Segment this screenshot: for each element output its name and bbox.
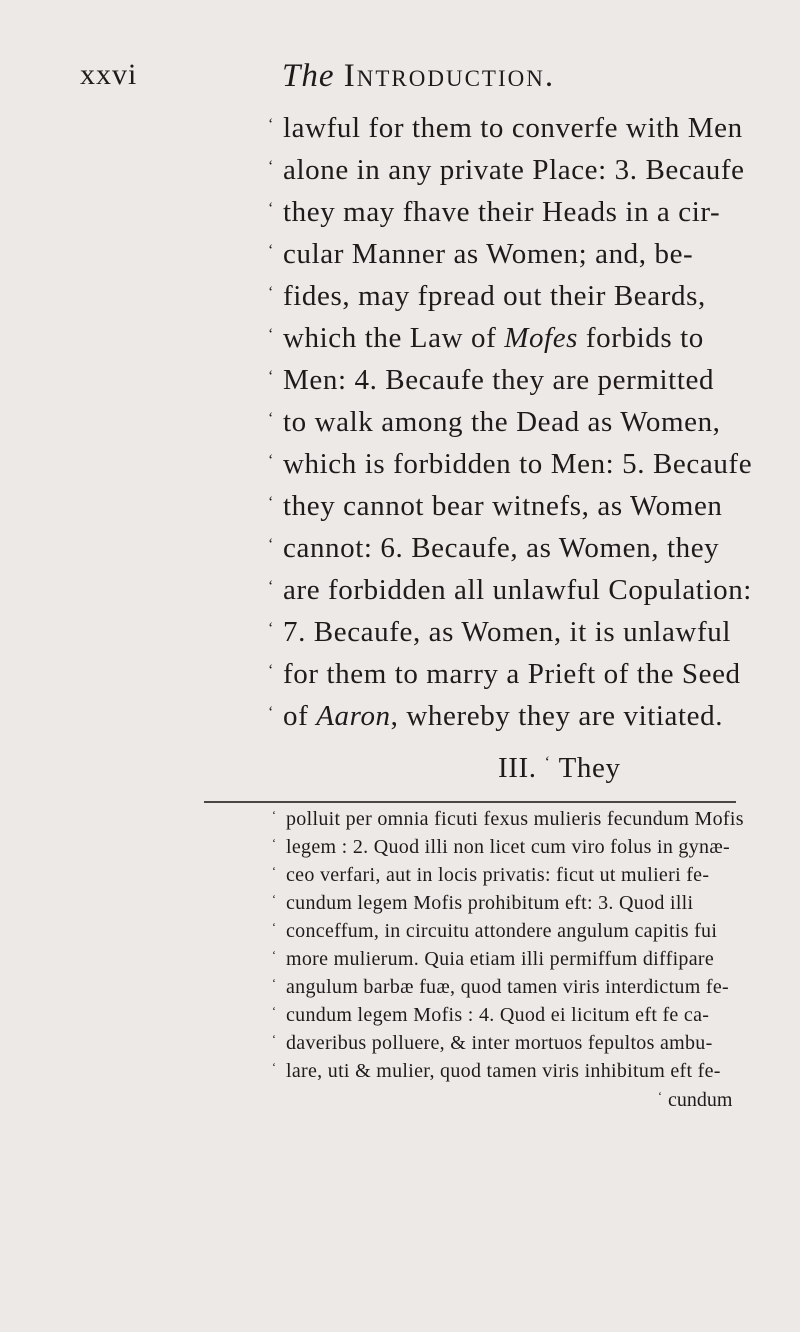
line-text-roman: to walk among the Dead as Women, (283, 406, 721, 438)
line-text-roman: cannot: 6. Becaufe, as Women, they (283, 532, 720, 564)
text-line (0, 322, 800, 366)
line-text-roman: of (283, 700, 317, 732)
quote-mark: ‘ (268, 494, 274, 511)
line-text-roman: alone in any private Place: 3. Becaufe (283, 154, 745, 186)
line-text-roman: they may fhave their Heads in a cir- (283, 196, 721, 228)
quote-mark: ‘ (268, 620, 274, 637)
line-text-roman: 7. Becaufe, as Women, it is unlawful (283, 616, 731, 648)
quote-mark: ‘ (272, 864, 276, 878)
running-head (282, 58, 555, 95)
footnote-line (0, 948, 800, 974)
running-head-title: Introduction. (343, 58, 556, 94)
quote-mark: ‘ (268, 410, 274, 427)
text-line (0, 112, 800, 156)
footnote-catchword (658, 1089, 732, 1112)
line-text (283, 322, 704, 355)
footnote-line (0, 836, 800, 862)
footnote-line (0, 1032, 800, 1058)
page-header (0, 58, 800, 108)
quote-mark: ‘ (272, 1032, 276, 1046)
footnote-line (0, 920, 800, 946)
section-numeral: III. (498, 752, 537, 784)
quote-mark: ‘ (272, 808, 276, 822)
footnote-line-text: polluit per omnia ficuti fexus mulieris fecundum Mofis (286, 808, 744, 830)
line-text (283, 280, 706, 313)
footnote-line-text: angulum barbæ fuæ, quod tamen viris interdictum fe- (286, 976, 729, 998)
line-text-roman: cular Manner as Women; and, be- (283, 238, 694, 270)
line-text-roman: , whereby they are vitiated. (390, 700, 724, 732)
line-text (283, 238, 693, 271)
line-text-roman: they cannot bear witnefs, as Women (283, 490, 723, 522)
line-text (283, 574, 752, 607)
footnote-line (0, 864, 800, 890)
line-text-italic: Aaron (316, 700, 391, 732)
footnote-line-text: daveribus polluere, & inter mortuos fepultos ambu- (286, 1032, 713, 1054)
text-line (0, 406, 800, 450)
quote-mark: ‘ (268, 326, 274, 343)
quote-mark: ‘ (272, 1060, 276, 1074)
quote-mark: ‘ (268, 200, 274, 217)
line-text-italic: Mofes (504, 322, 579, 354)
quote-mark: ‘ (272, 920, 276, 934)
footnote-line-text: cundum legem Mofis prohibitum eft: 3. Quod illi (286, 892, 694, 914)
text-line (0, 154, 800, 198)
line-text-roman: are forbidden all unlawful Copulation: (283, 574, 752, 606)
quote-mark: ‘ (272, 976, 276, 990)
footnote-line-text: conceffum, in circuitu attondere angulum capitis fui (286, 920, 718, 942)
line-text (283, 448, 752, 481)
quote-mark: ‘ (268, 452, 274, 469)
line-text-roman: Men: 4. Becaufe they are permitted (283, 364, 715, 396)
footnote-line (0, 892, 800, 918)
footnote-line (0, 1060, 800, 1086)
line-text-roman: forbids to (578, 322, 704, 354)
line-text (283, 532, 719, 565)
footnote-rule (204, 801, 736, 803)
catchword (498, 752, 621, 785)
quote-mark: ‘ (268, 578, 274, 595)
footnote-line-text: ceo verfari, aut in locis privatis: ficut ut mulieri fe- (286, 864, 710, 886)
quote-mark: ‘ (272, 836, 276, 850)
quote-mark: ‘ (268, 242, 274, 259)
quote-mark: ‘ (268, 662, 274, 679)
text-line (0, 238, 800, 282)
quote-mark: ‘ (268, 704, 274, 721)
quote-mark: ‘ (658, 1089, 662, 1103)
line-text (283, 658, 741, 691)
footnote-line (0, 808, 800, 834)
quote-mark: ‘ (268, 158, 274, 175)
line-text (283, 154, 745, 187)
quote-mark: ‘ (272, 1004, 276, 1018)
text-line (0, 490, 800, 534)
page-number: xxvi (80, 58, 138, 91)
quote-mark: ‘ (268, 536, 274, 553)
catchword-text: They (558, 752, 621, 784)
line-text-roman: which is forbidden to Men: 5. Becaufe (283, 448, 753, 480)
line-text (283, 490, 723, 523)
line-text (283, 406, 721, 439)
quote-mark: ‘ (268, 284, 274, 301)
text-line (0, 700, 800, 744)
quote-mark: ‘ (268, 368, 274, 385)
text-line (0, 574, 800, 618)
footnote-line (0, 976, 800, 1002)
text-line (0, 364, 800, 408)
line-text-roman: which the Law of (283, 322, 505, 354)
footnote-line-text: lare, uti & mulier, quod tamen viris inhibitum eft fe- (286, 1060, 721, 1082)
line-text-roman: for them to marry a Prieft of the Seed (283, 658, 741, 690)
line-text (283, 616, 731, 649)
text-line (0, 616, 800, 660)
line-text (283, 196, 720, 229)
text-line (0, 532, 800, 576)
line-text (283, 112, 743, 145)
line-text-roman: lawful for them to converfe with Men (283, 112, 743, 144)
footnote-line-text: cundum legem Mofis : 4. Quod ei licitum eft fe ca- (286, 1004, 710, 1026)
quote-mark: ‘ (272, 892, 276, 906)
footnote-catchword-text: cundum (668, 1089, 733, 1111)
line-text (283, 364, 714, 397)
quote-mark: ‘ (268, 116, 274, 133)
text-line (0, 280, 800, 324)
running-head-the: The (282, 58, 335, 94)
footnote-line (0, 1004, 800, 1030)
line-text (283, 700, 723, 733)
text-line (0, 448, 800, 492)
footnote-line-text: legem : 2. Quod illi non licet cum viro folus in gynæ- (286, 836, 730, 858)
line-text-roman: fides, may fpread out their Beards, (283, 280, 706, 312)
footnote-line-text: more mulierum. Quia etiam illi permiffum diffipare (286, 948, 715, 970)
text-line (0, 196, 800, 240)
quote-mark: ‘ (544, 754, 551, 771)
quote-mark: ‘ (272, 948, 276, 962)
text-line (0, 658, 800, 702)
